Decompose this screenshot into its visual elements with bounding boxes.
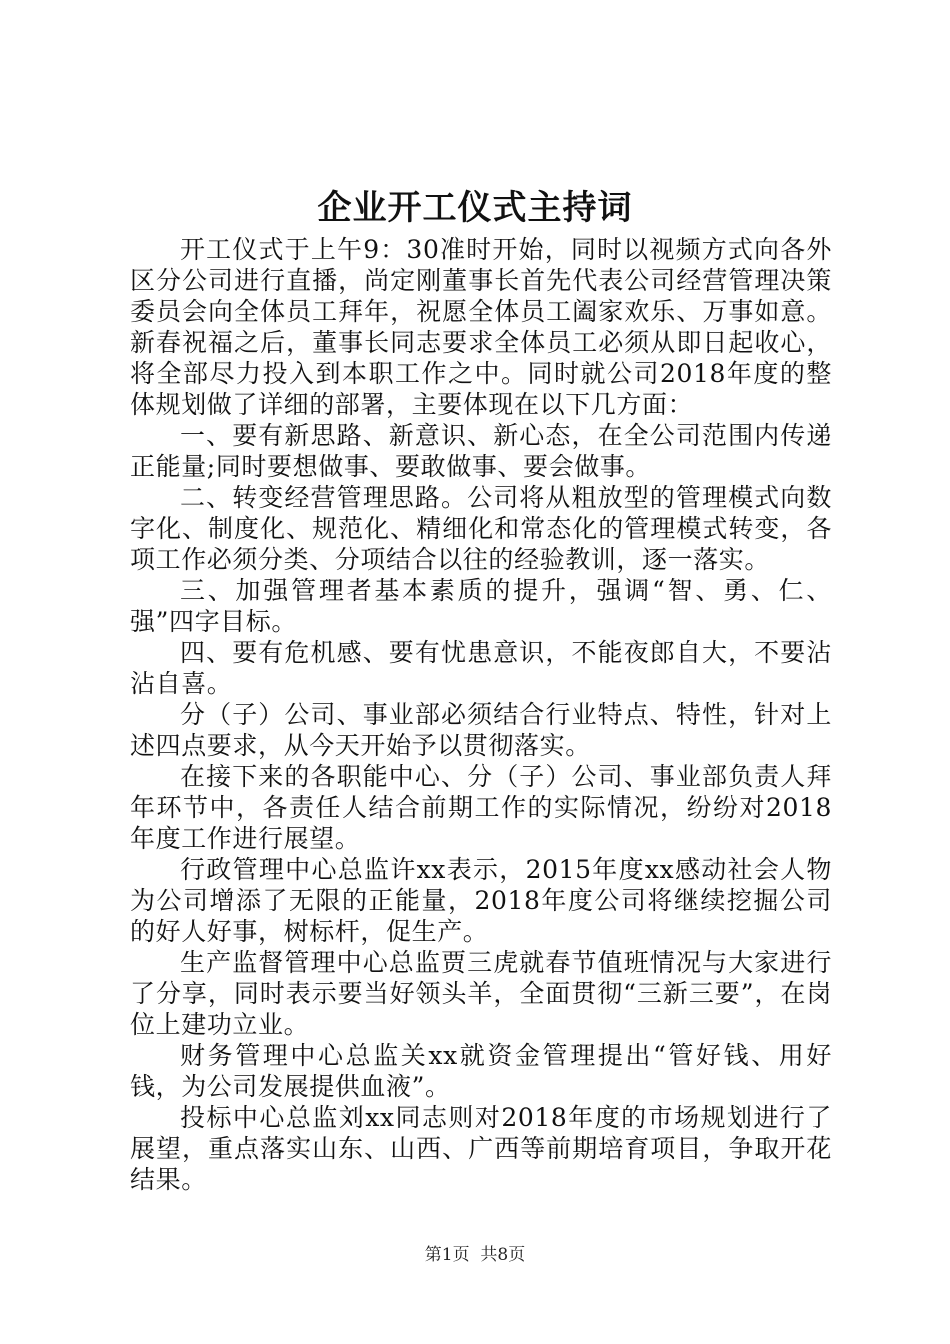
paragraph-bidding-director: 投标中心总监刘xx同志则对2018年度的市场规划进行了展望，重点落实山东、山西、广西等前期培育项目，争取开花结果。: [130, 1103, 832, 1194]
paragraph-point-2: 二、转变经营管理思路。公司将从粗放型的管理模式向数字化、制度化、规范化、精细化和常态化的管理模式转变，各项工作必须分类、分项结合以往的经验教训，逐一落实。: [130, 483, 832, 574]
document-body: [130, 234, 832, 1195]
paragraph-point-1: 一、要有新思路、新意识、新心态，在全公司范围内传递正能量;同时要想做事、要敢做事、要会做事。: [130, 421, 832, 481]
paragraph-implementation: 分（子）公司、事业部必须结合行业特点、特性，针对上述四点要求，从今天开始予以贯彻落实。: [130, 700, 832, 760]
paragraph-department-outlook: 在接下来的各职能中心、分（子）公司、事业部负责人拜年环节中，各责任人结合前期工作的实际情况，纷纷对2018年度工作进行展望。: [130, 762, 832, 853]
paragraph-point-4: 四、要有危机感、要有忧患意识，不能夜郎自大，不要沾沾自喜。: [130, 638, 832, 698]
page-number: 第1页: [424, 1245, 470, 1265]
paragraph-point-3: 三、加强管理者基本素质的提升，强调“智、勇、仁、强”四字目标。: [130, 576, 832, 636]
page-footer: [0, 1242, 950, 1268]
page-total: 共8页: [480, 1245, 526, 1265]
paragraph-production-director: 生产监督管理中心总监贾三虎就春节值班情况与大家进行了分享，同时表示要当好领头羊，全面贯彻“三新三要”，在岗位上建功立业。: [130, 948, 832, 1039]
paragraph-intro: 开工仪式于上午9：30准时开始，同时以视频方式向各外区分公司进行直播，尚定刚董事长首先代表公司经营管理决策委员会向全体员工拜年，祝愿全体员工阖家欢乐、万事如意。新春祝福之后，董事长同志要求全体员工必须从即日起收心，将全部尽力投入到本职工作之中。同时就公司2018年度的整体规划做了详细的部署，主要体现在以下几方面：: [130, 235, 832, 419]
paragraph-admin-director: 行政管理中心总监许xx表示，2015年度xx感动社会人物为公司增添了无限的正能量，2018年度公司将继续挖掘公司的好人好事，树标杆，促生产。: [130, 855, 832, 946]
paragraph-finance-director: 财务管理中心总监关xx就资金管理提出“管好钱、用好钱，为公司发展提供血液”。: [130, 1041, 832, 1101]
document-title: 企业开工仪式主持词: [317, 188, 633, 228]
